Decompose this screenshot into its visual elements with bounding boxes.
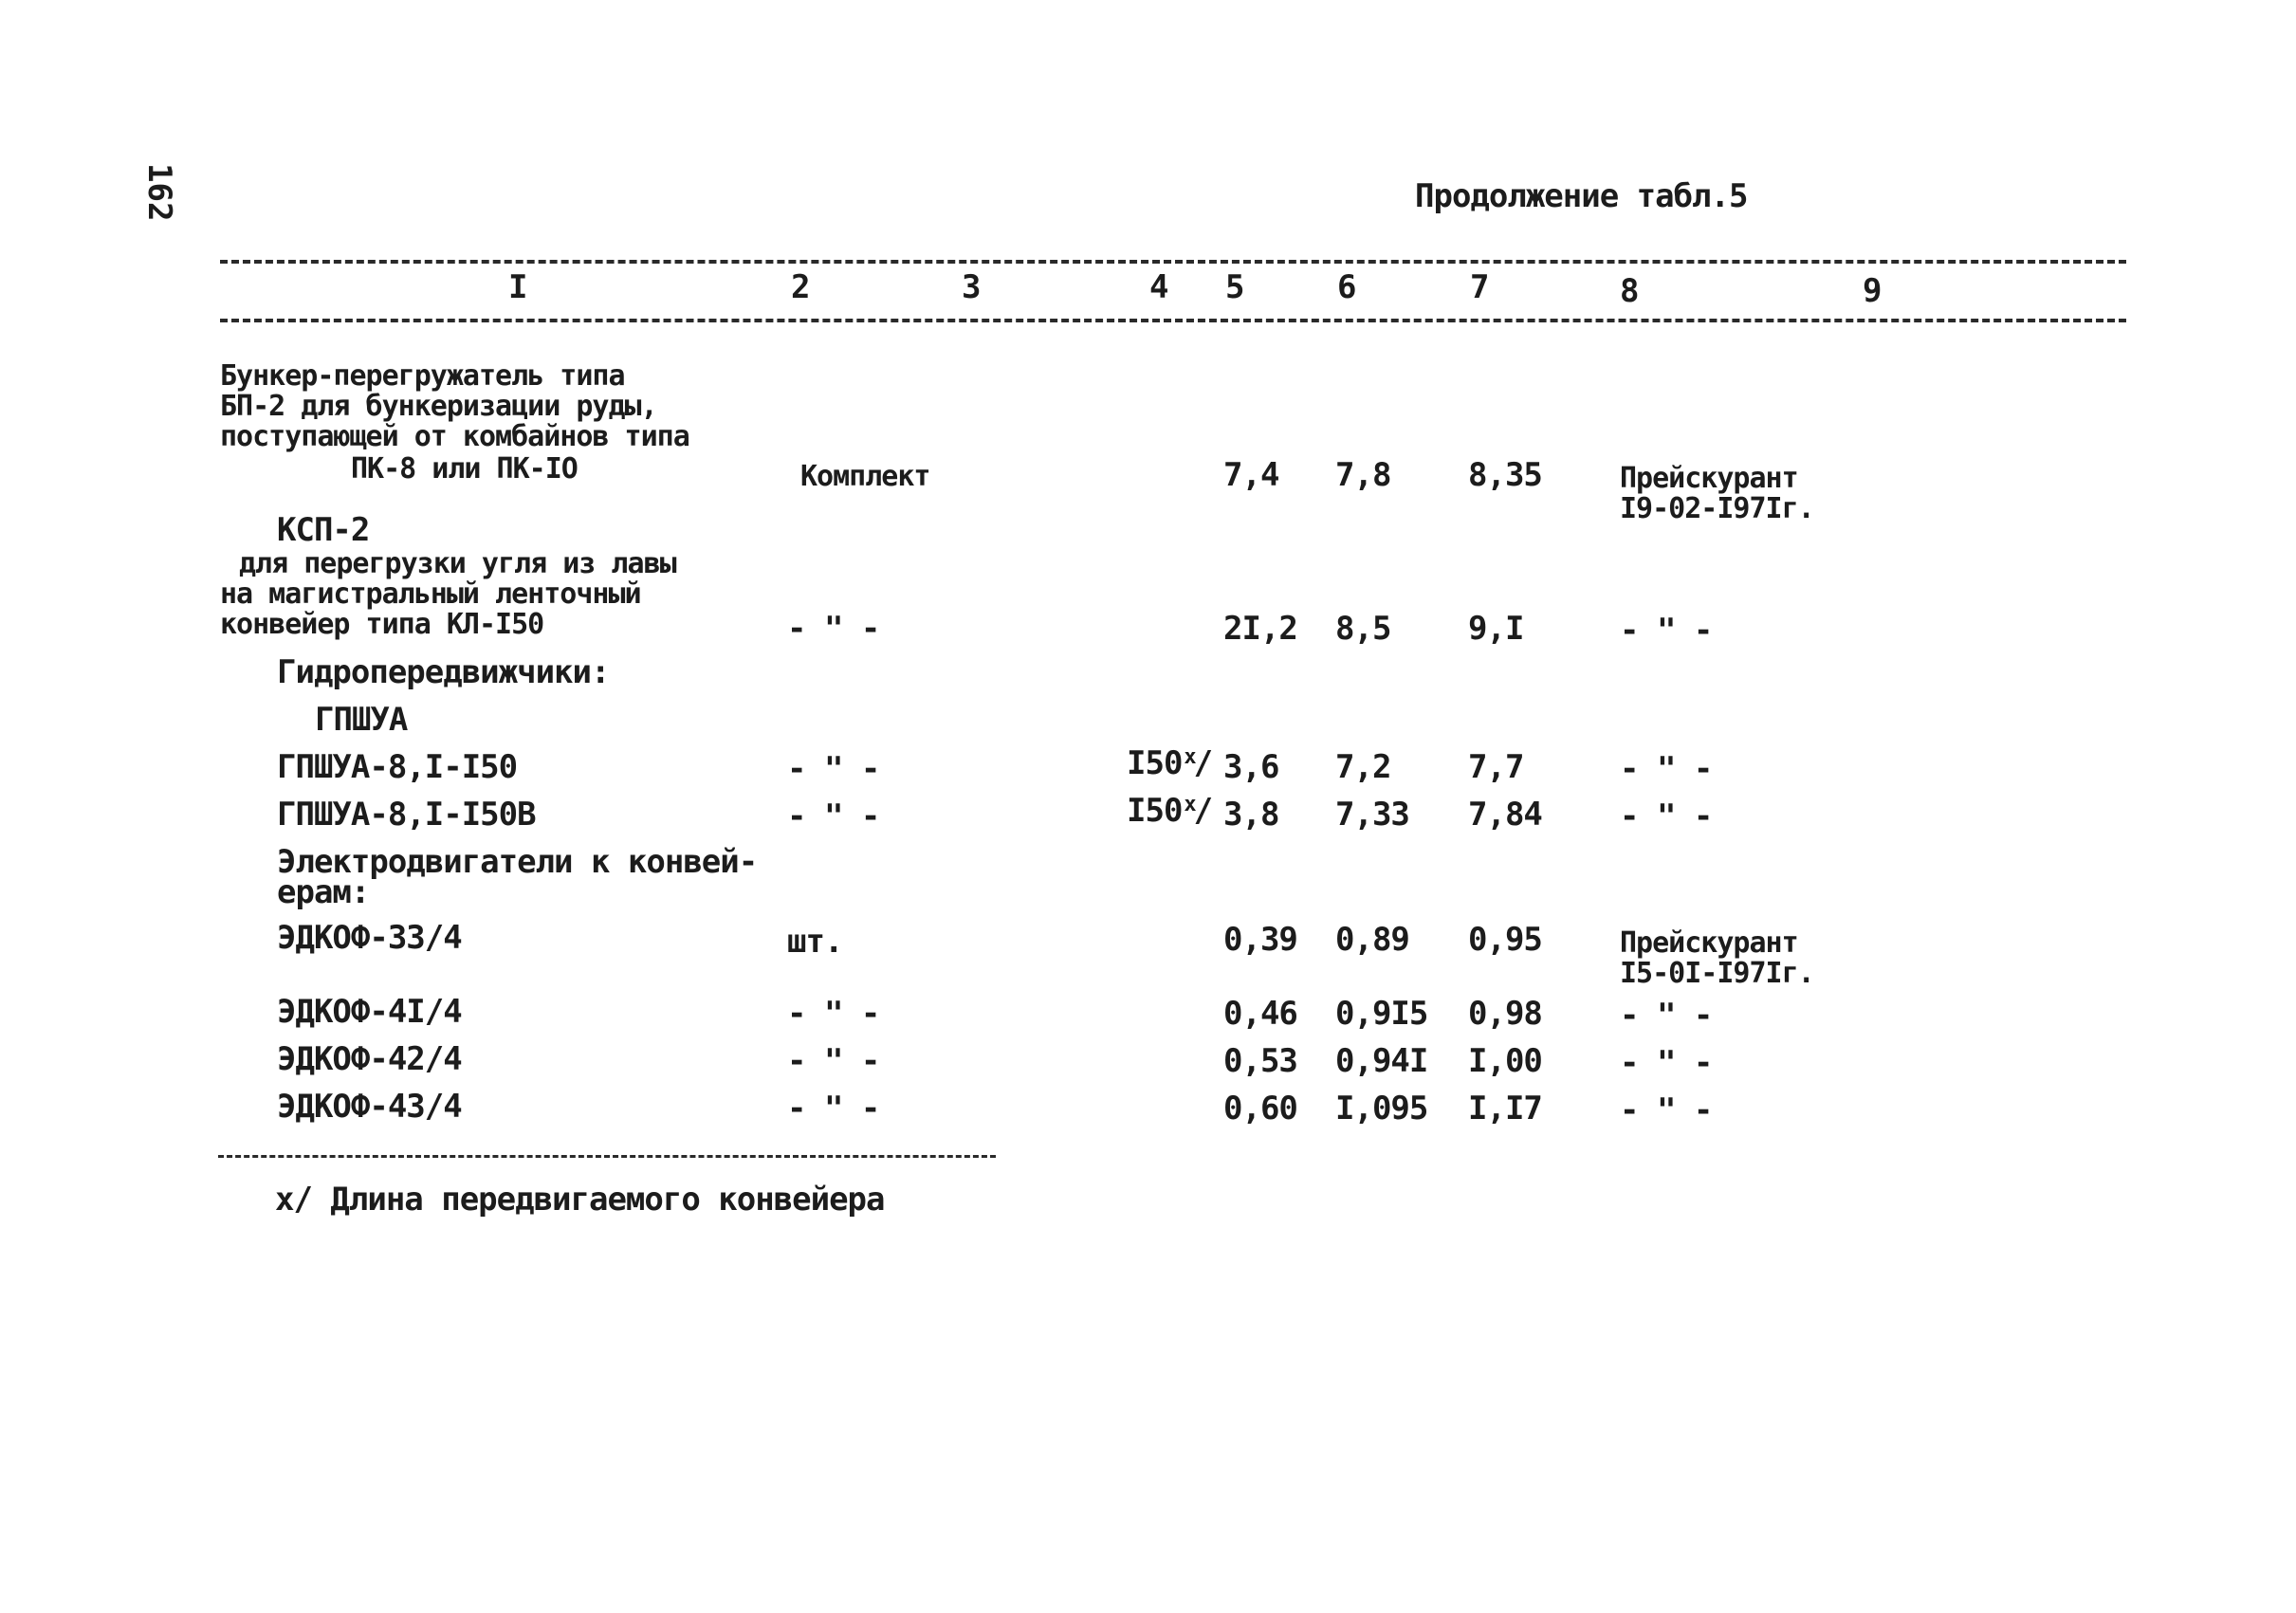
- column-header-9: 9: [1863, 272, 1882, 310]
- footnote: x/ Длина передвигаемого конвейера: [275, 1181, 885, 1219]
- row5-name: ЭДКОФ-33/4: [277, 919, 462, 957]
- row3-col4-slash: /: [1193, 744, 1213, 782]
- continuation-title: Продолжение табл.5: [1415, 177, 1748, 215]
- row2-col6: 8,5: [1335, 610, 1391, 648]
- row2-name-line2: для перегрузки угля из лавы: [239, 547, 676, 580]
- column-header-4: 4: [1149, 268, 1168, 306]
- section-hydro-movers: Гидропередвижчики:: [277, 653, 610, 691]
- row3-name: ГПШУА-8,I-I50: [277, 748, 518, 786]
- row8-col5: 0,60: [1223, 1090, 1297, 1127]
- row3-col4: [1127, 744, 1213, 782]
- section-motors-line1: Электродвигатели к конвей-: [277, 843, 758, 881]
- row5-unit: шт.: [787, 923, 843, 961]
- row1-col7: 8,35: [1468, 456, 1542, 494]
- row1-col8-line2: I9-02-I97Iг.: [1620, 492, 1814, 525]
- row4-col4-slash: /: [1193, 792, 1213, 830]
- row4-col5: 3,8: [1223, 796, 1279, 834]
- row4-col4-value: I50: [1127, 792, 1183, 830]
- column-header-8: 8: [1620, 272, 1639, 310]
- row3-col5: 3,6: [1223, 748, 1279, 786]
- row3-col7: 7,7: [1468, 748, 1524, 786]
- row8-name: ЭДКОФ-43/4: [277, 1088, 462, 1126]
- row1-col8-line1: Прейскурант: [1620, 462, 1798, 495]
- row6-col7: 0,98: [1468, 995, 1542, 1033]
- row2-name-line3: на магистральный ленточный: [220, 577, 641, 611]
- row6-name: ЭДКОФ-4I/4: [277, 993, 462, 1031]
- row1-name-line1: Бункер-перегружатель типа: [220, 359, 625, 393]
- row2-col5: 2I,2: [1223, 610, 1297, 648]
- row6-col8: - " -: [1620, 997, 1713, 1035]
- row5-col8-line1: Прейскурант: [1620, 926, 1798, 960]
- row7-col5: 0,53: [1223, 1042, 1297, 1080]
- row4-col6: 7,33: [1335, 796, 1409, 834]
- row3-col4-footnote-mark: x: [1184, 745, 1196, 769]
- header-top-rule: [220, 260, 2126, 264]
- row5-col7: 0,95: [1468, 921, 1542, 959]
- row2-col7: 9,I: [1468, 610, 1524, 648]
- row8-col7: I,I7: [1468, 1090, 1542, 1127]
- subsection-gpua: ГПШУА: [315, 701, 408, 739]
- section-motors-line2: ерам:: [277, 873, 370, 911]
- column-header-5: 5: [1225, 268, 1244, 306]
- row7-col6: 0,94I: [1335, 1042, 1428, 1080]
- row6-unit: - " -: [787, 995, 880, 1033]
- page-number: 162: [140, 163, 178, 222]
- row3-col4-value: I50: [1127, 744, 1183, 782]
- row1-col5: 7,4: [1223, 456, 1279, 494]
- column-header-7: 7: [1470, 268, 1489, 306]
- row4-col7: 7,84: [1468, 796, 1542, 834]
- row7-name: ЭДКОФ-42/4: [277, 1040, 462, 1078]
- row2-col8: - " -: [1620, 612, 1713, 650]
- row4-col4-footnote-mark: x: [1184, 793, 1196, 816]
- column-header-1: I: [508, 268, 527, 306]
- row5-col8-line2: I5-0I-I97Iг.: [1620, 957, 1814, 990]
- row4-name: ГПШУА-8,I-I50В: [277, 796, 536, 834]
- footnote-rule: [218, 1155, 996, 1158]
- row7-col8: - " -: [1620, 1044, 1713, 1082]
- row5-col6: 0,89: [1335, 921, 1409, 959]
- row1-name-line2: БП-2 для бункеризации руды,: [220, 390, 657, 423]
- row8-col8: - " -: [1620, 1091, 1713, 1129]
- row1-col6: 7,8: [1335, 456, 1391, 494]
- row8-unit: - " -: [787, 1090, 880, 1127]
- row1-unit: Комплект: [800, 460, 930, 493]
- column-header-6: 6: [1337, 268, 1356, 306]
- row8-col6: I,095: [1335, 1090, 1428, 1127]
- row5-col5: 0,39: [1223, 921, 1297, 959]
- row4-unit: - " -: [787, 797, 880, 835]
- column-header-2: 2: [791, 268, 810, 306]
- header-bottom-rule: [220, 319, 2126, 322]
- row1-name-line4: ПК-8 или ПК-IO: [351, 452, 578, 486]
- column-header-3: 3: [962, 268, 981, 306]
- row6-col6: 0,9I5: [1335, 995, 1428, 1033]
- row7-col7: I,00: [1468, 1042, 1542, 1080]
- row3-col6: 7,2: [1335, 748, 1391, 786]
- row2-name-line1: КСП-2: [277, 511, 370, 549]
- row2-name-line4: конвейер типа КЛ-I50: [220, 608, 544, 641]
- row1-name-line3: поступающей от комбайнов типа: [220, 420, 689, 453]
- row6-col5: 0,46: [1223, 995, 1297, 1033]
- row7-unit: - " -: [787, 1042, 880, 1080]
- row2-unit: - " -: [787, 610, 880, 648]
- row4-col8: - " -: [1620, 797, 1713, 835]
- row4-col4: [1127, 792, 1213, 830]
- row3-unit: - " -: [787, 750, 880, 788]
- row3-col8: - " -: [1620, 750, 1713, 788]
